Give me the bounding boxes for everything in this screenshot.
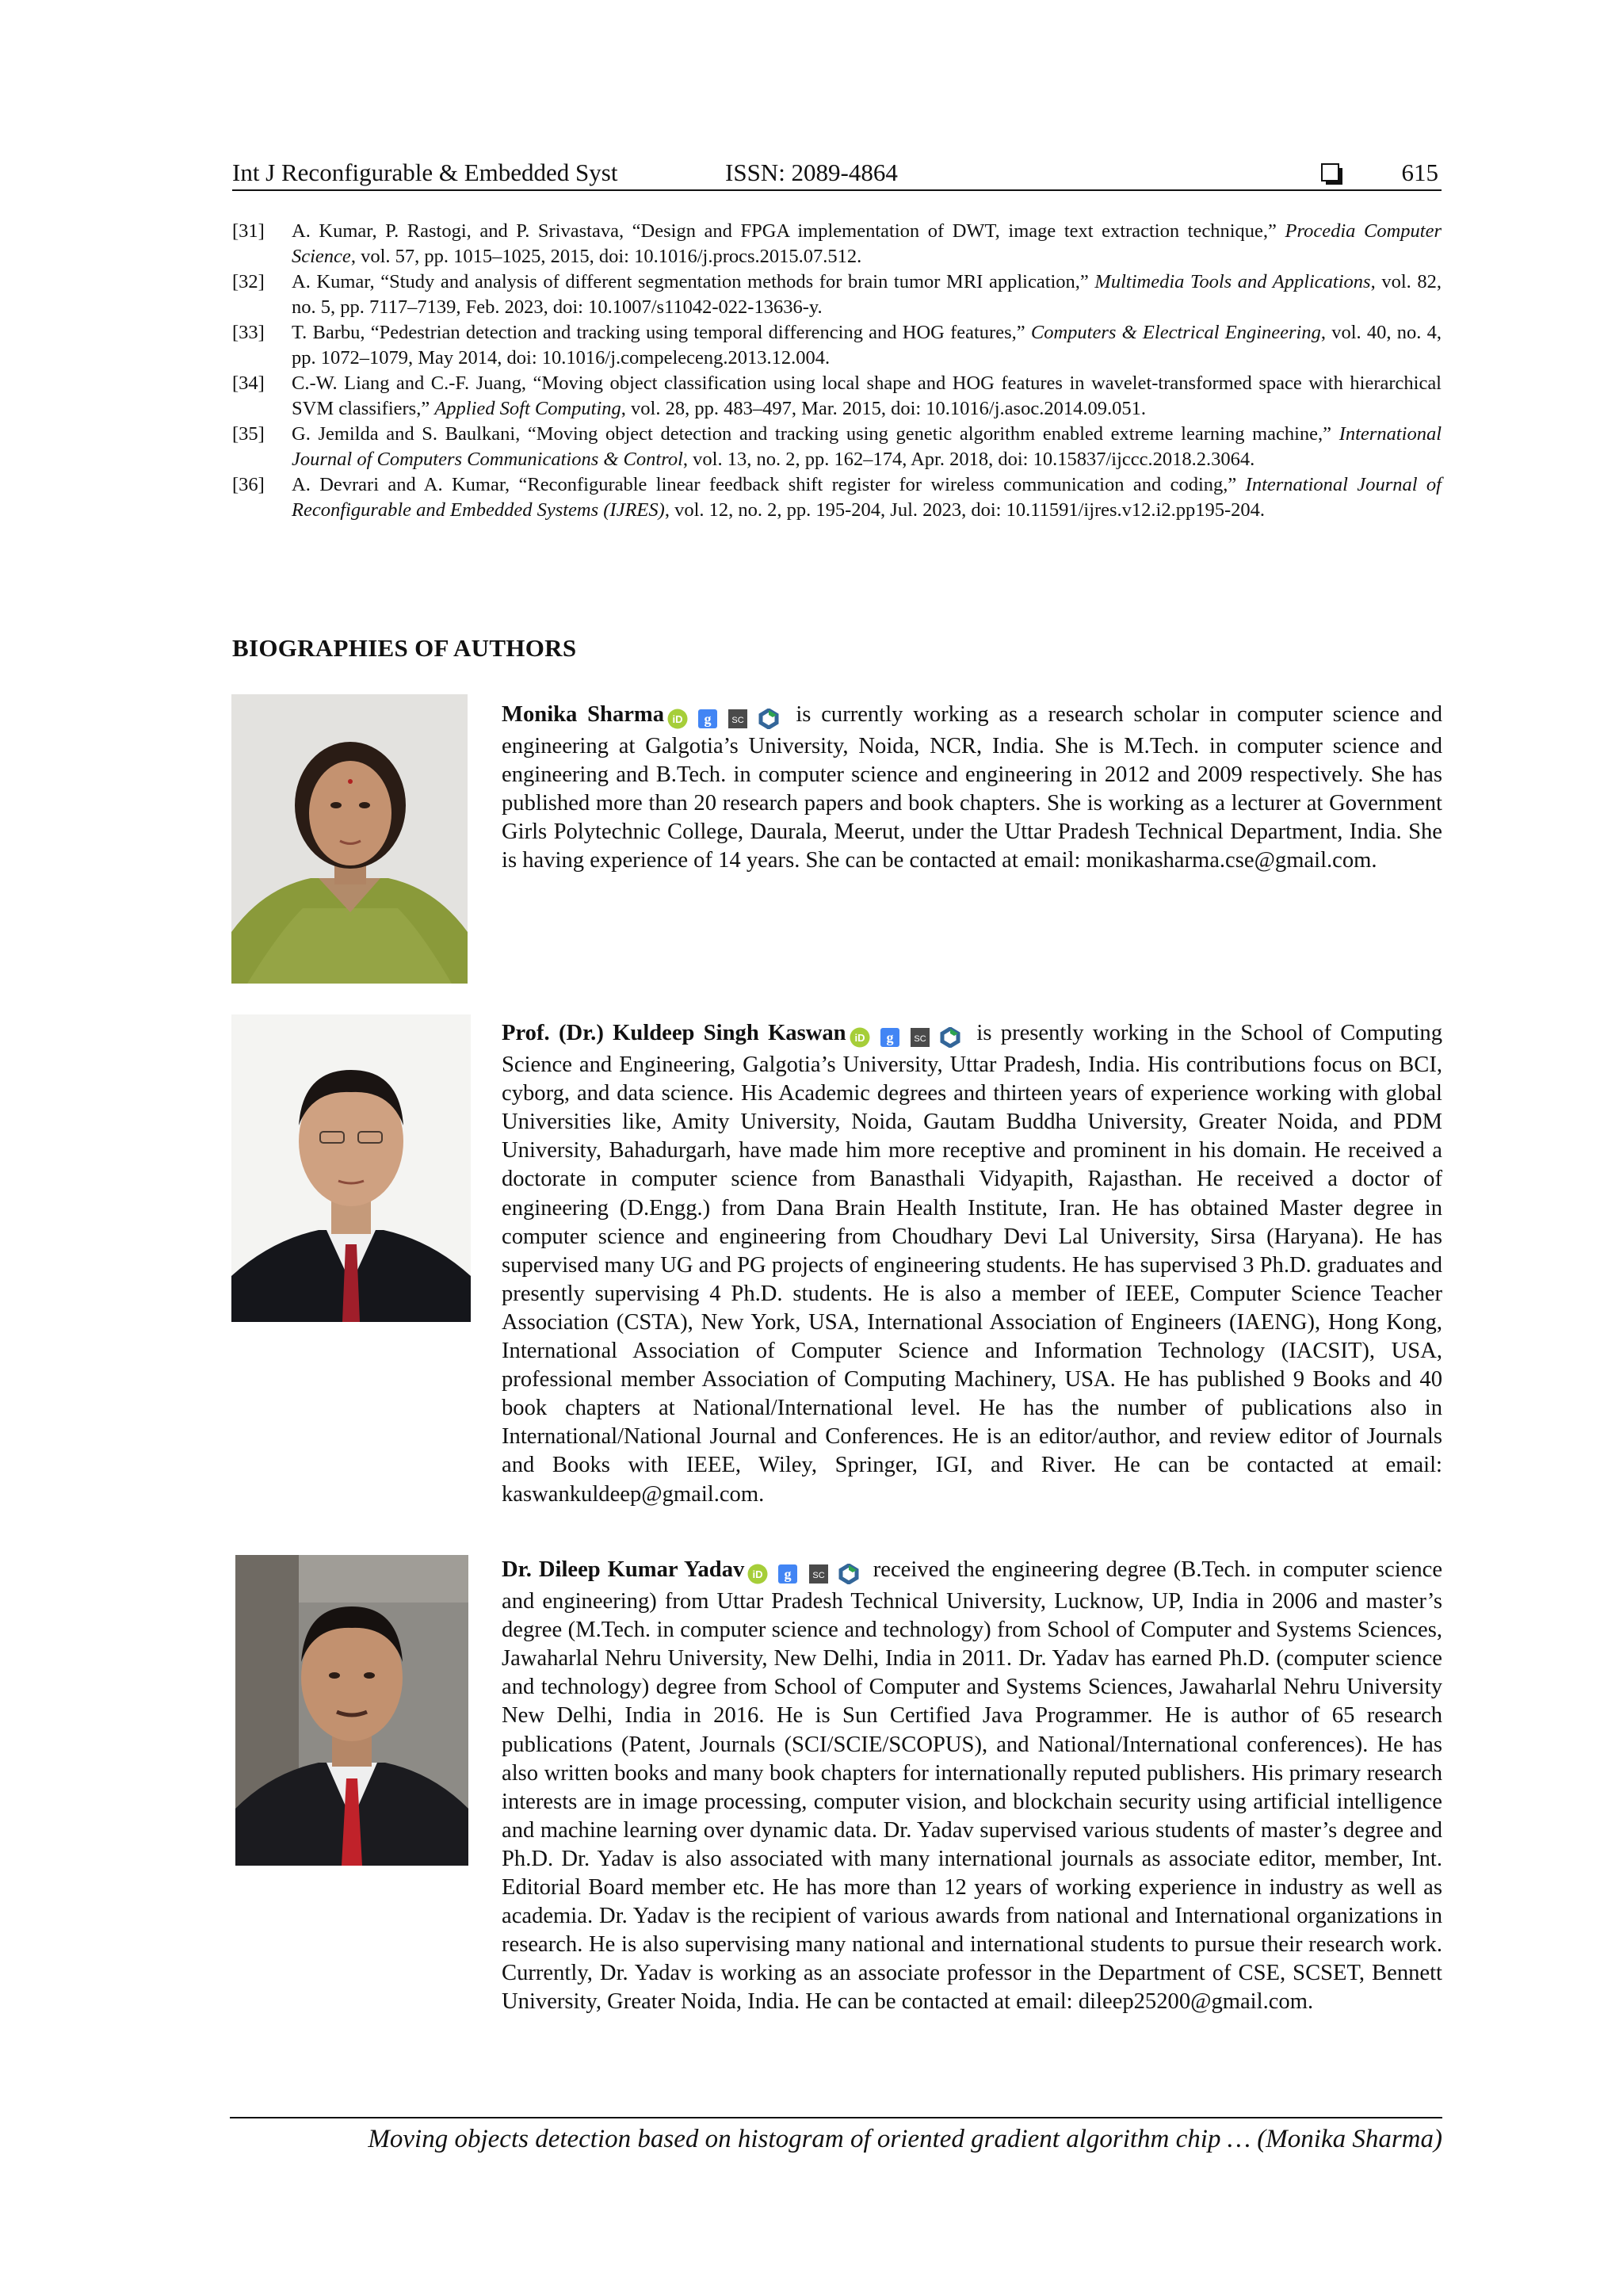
author-photo [235,1555,468,1866]
reference-journal: Applied Soft Computing [434,398,621,419]
reference-text: G. Jemilda and S. Baulkani, “Moving object detection and tracking using genetic algorithm enabled extreme learning machine,” [292,423,1339,445]
reference-number: [35] [232,423,265,445]
reference-number: [34] [232,372,265,394]
svg-text:iD: iD [672,713,683,726]
svg-text:SC: SC [914,1034,926,1045]
reference-journal: International Journal of Reconfigurable and Embedded Systems (IJRES) [292,474,1442,521]
reference-number: [32] [232,271,265,292]
svg-text:SC: SC [731,716,745,726]
reference-text: A. Kumar, “Study and analysis of different segmentation methods for brain tumor MRI application,” [292,271,1095,292]
svg-text:g: g [704,711,712,728]
running-footer: Moving objects detection based on histogram of oriented gradient algorithm chip … (Monika Sharma) [368,2125,1442,2153]
publons-icon[interactable] [940,1027,960,1048]
profile-links [667,704,782,732]
author-name: Dr. Dileep Kumar Yadav [502,1557,745,1582]
author-bio-text: is presently working in the School of Computing Science and Engineering, Galgotia’s University, Uttar Pradesh, India. His contributions focus on BCI, cyborg, and data science. His Academic degrees and thirteen years of experience working with global Universities like, Amity University, Noida, Gautam Buddha University, Greater Noida, and PDM University, Bahadurgarh, have made him more receptive and prominent in his domain. He received a doctorate in computer science from Banasthali Vidyapith, Rajasthan. He received a doctor of engineering (D.Engg.) from Dana Brain Health Institute, Iran. He has obtained Master degree in computer science and engineering from Choudhary Devi Lal University, Sirsa (Haryana). He has supervised many UG and PG projects of engineering students. He has supervised 3 Ph.D. graduates and presently supervising 4 Ph.D. students. He is also a member of IEEE, Computer Science Teacher Association (CSTA), New York, USA, International Association of Engineers (IAENG), Hong Kong, International Association of Computer Science and Information Technology (IACSIT), USA, professional member Association of Computing Machinery, USA. He has published 9 Books and 40 book chapters at National/International level. He has the number of publications also in International/National Journal and Conferences. He is an editor/author, and review editor of Journals and Books with IEEE, Wiley, Springer, IGI, and River. He can be contacted at email: kaswankuldeep@gmail.com. [502,1021,1442,1507]
publons-icon[interactable] [838,1564,859,1584]
reference-list [232,219,1442,523]
reference-journal: Multimedia Tools and Applications [1094,271,1371,292]
square-bullet-icon [1321,163,1339,181]
google-scholar-icon[interactable] [697,709,718,729]
reference-item [232,371,1442,422]
reference-item [232,472,1442,523]
author-bio [502,1556,1442,2017]
google-scholar-icon[interactable] [880,1027,900,1048]
svg-text:SC: SC [812,1571,825,1581]
reference-item [232,269,1442,320]
svg-text:iD: iD [854,1032,865,1045]
reference-text: A. Devrari and A. Kumar, “Reconfigurable linear feedback shift register for wireless communication and coding,” [292,474,1246,495]
reference-details: , vol. 28, pp. 483–497, Mar. 2015, doi: 10.1016/j.asoc.2014.09.051. [621,398,1146,419]
svg-text:g: g [784,1566,792,1583]
orcid-icon[interactable] [850,1027,870,1048]
author-bio [502,1019,1442,1509]
reference-item [232,219,1442,269]
running-header [232,155,1442,190]
reference-details: , vol. 82, no. 5, pp. 7117–7139, Feb. 2023, doi: 10.1007/s11042-022-13636-y. [292,271,1442,318]
author-bio [502,701,1442,876]
author-photo [231,1014,471,1322]
author-photo [231,694,468,984]
svg-text:g: g [886,1030,894,1046]
google-scholar-icon[interactable] [777,1564,798,1584]
reference-journal: Procedia Computer Science [292,220,1442,267]
reference-item [232,320,1442,371]
scopus-icon[interactable] [808,1564,829,1584]
reference-number: [33] [232,322,265,343]
issn: ISSN: 2089-4864 [725,159,898,186]
header-rule [232,189,1442,191]
author-bio-text: is currently working as a research scholar in computer science and engineering at Galgotia’s University, Noida, NCR, India. She is M.Tech. in computer science and engineering and B.Tech. in computer science and engineering in 2012 and 2009 respectively. She has published more than 20 research papers and book chapters. She is working as a lecturer at Government Girls Polytechnic College, Daurala, Meerut, under the Uttar Pradesh Technical Department, India. She is having experience of 14 years. She can be contacted at email: monikasharma.cse@gmail.com. [502,702,1443,873]
reference-text: C.-W. Liang and C.-F. Juang, “Moving object classification using local shape and HOG features in wavelet-transformed space with hierarchical SVM classifiers,” [292,372,1442,419]
author-name: Monika Sharma [502,702,665,727]
reference-details: , vol. 40, no. 4, pp. 1072–1079, May 2014, doi: 10.1016/j.compeleceng.2013.12.004. [292,322,1442,369]
profile-links [747,1559,862,1587]
journal-name: Int J Reconfigurable & Embedded Syst [232,159,618,186]
scopus-icon[interactable] [910,1027,930,1048]
reference-journal: International Journal of Computers Communications & Control [292,423,1442,470]
author-bio-text: received the engineering degree (B.Tech. in computer science and engineering) from Uttar Pradesh Technical University, Lucknow, UP, India in 2006 and master’s degree (M.Tech. in computer science and technology) from School of Computer and Systems Sciences, Jawaharlal Nehru University, New Delhi, India in 2011. Dr. Yadav has earned Ph.D. (computer science and technology) degree from School of Computer and Systems Sciences, Jawaharlal Nehru University New Delhi, India in 2016. He is Sun Certified Java Programmer. He is author of 65 research publications (Patent, Journals (SCI/SCIE/SCOPUS), and National/International conferences). He has also written books and many book chapters for internationally reputed publishers. His primary research interests are in image processing, computer vision, and blockchain security using artificial intelligence and machine learning over dynamic data. Dr. Yadav supervised various students of master’s degree and Ph.D. Dr. Yadav is also associated with many international journals as associate editor, member, Int. Editorial Board member etc. He has more than 12 years of working experience in industry as well as academia. Dr. Yadav is the recipient of various awards from national and International organizations in research. He is also supervising many national and international students to pursue their research work. Currently, Dr. Yadav is working as an associate professor in the Department of CSE, SCSET, Bennett University, Greater Noida, India. He can be contacted at email: dileep25200@gmail.com. [502,1557,1443,2015]
reference-item [232,422,1442,472]
publons-icon[interactable] [758,709,779,729]
footer-rule [230,2117,1442,2118]
section-title: BIOGRAPHIES OF AUTHORS [232,634,577,662]
reference-text: A. Kumar, P. Rastogi, and P. Srivastava, “Design and FPGA implementation of DWT, image text extraction technique,” [292,220,1285,242]
reference-text: T. Barbu, “Pedestrian detection and tracking using temporal differencing and HOG features,” [292,322,1031,343]
reference-details: , vol. 57, pp. 1015–1025, 2015, doi: 10.1016/j.procs.2015.07.512. [350,246,862,267]
author-name: Prof. (Dr.) Kuldeep Singh Kaswan [502,1021,846,1045]
reference-details: , vol. 12, no. 2, pp. 195-204, Jul. 2023, doi: 10.11591/ijres.v12.i2.pp195-204. [664,499,1266,521]
reference-number: [36] [232,474,265,495]
svg-text:iD: iD [752,1568,763,1581]
orcid-icon[interactable] [667,709,688,729]
scopus-icon[interactable] [727,709,748,729]
reference-details: , vol. 13, no. 2, pp. 162–174, Apr. 2018, doi: 10.15837/ijccc.2018.2.3064. [682,449,1255,470]
profile-links [850,1022,964,1051]
orcid-icon[interactable] [747,1564,768,1584]
reference-journal: Computers & Electrical Engineering [1030,322,1321,343]
reference-number: [31] [232,220,265,242]
page-number: 615 [1401,159,1438,186]
